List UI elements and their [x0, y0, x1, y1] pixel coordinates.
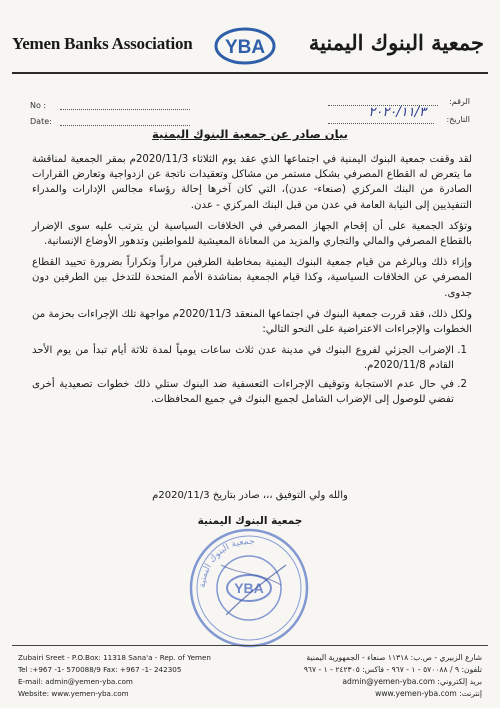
paragraph-2: وتؤكد الجمعية على أن إقحام الجهاز المصرفي في الخلافات السياسية لن يترتب عليه سوى الإضرار بالقطاع المصرفي والمالي والتجاري والمزيد من المعاناة المعيشية للمواطنين وتدهور الأوضاع الإنسانية.: [32, 220, 472, 248]
footer-rule: [12, 645, 488, 646]
org-name-ar: جمعية البنوك اليمنية: [308, 30, 484, 55]
footer-website-en[interactable]: Website: www.yemen-yba.com: [18, 689, 129, 698]
no-label: No :: [30, 101, 47, 110]
list-item: 2. في حال عدم الاستجابة وتوقيف الإجراءات التعسفية ضد البنوك ستلي ذلك خطوات تصعيدية أخرى تفضي للوصول إلى الإضراب الشامل لجميع البنوك في جميع المحافظات.: [32, 377, 454, 407]
no-label-ar: الرقم:: [449, 97, 470, 106]
logo-text: YBA: [224, 37, 266, 58]
stamp-center-text: YBA: [234, 580, 264, 596]
letter-body: [32, 152, 472, 413]
footer-email-ar[interactable]: بريد إلكتروني: admin@yemen-yba.com: [342, 677, 482, 686]
paragraph-3: وإزاء ذلك وبالرغم من قيام جمعية البنوك اليمنية بمخاطبة الطرفين مراراً وتكراراً بضرورة تحييد القطاع المصرفي عن الخلافات السياسية، وكذا قيام الجمعية بمناشدة الأمم المتحدة للتدخل بين الطرفين دون جدوى.: [32, 257, 472, 299]
footer-website-ar[interactable]: إنترنت: www.yemen-yba.com: [375, 689, 482, 698]
official-stamp: [186, 525, 312, 651]
footer-email-en[interactable]: E-mail: admin@yemen-yba.com: [18, 677, 133, 686]
signer-name: جمعية البنوك اليمنية: [197, 515, 303, 527]
yba-logo: [214, 27, 276, 65]
footer-phone-en: Tel :+967 -1- 570088/9 Fax: +967 -1- 242305: [18, 665, 182, 674]
stamp-ring-text: جمعية البنوك اليمنية: [197, 536, 256, 589]
decision-list: [32, 343, 472, 407]
footer-address-ar: شارع الزبيري - ص.ب: ١١٣١٨ صنعاء - الجمهورية اليمنية: [306, 653, 482, 662]
date-label-ar: التاريخ:: [446, 115, 470, 124]
handwritten-date: ٢٠٢٠/١١/٣: [368, 105, 426, 120]
list-item: 1. الإضراب الجزئي لفروع البنوك في مدينة عدن ثلاث ساعات يومياً لمدة ثلاثة أيام تبدأ من يوم الأحد القادم 2020/11/8م.: [32, 343, 454, 373]
footer-phone-ar: تلفون: ٩ / ٥٧٠٠٨٨ - ١ - ٩٦٧ - فاكس: ٢٤٢٣٠٥ - ١ - ٩٦٧: [303, 665, 482, 674]
document-title: بيان صادر عن جمعية البنوك اليمنية: [152, 127, 348, 141]
footer-address-en: Zubairi Sreet - P.O.Box: 11318 Sana'a - Rep. of Yemen: [18, 653, 211, 662]
closing-line: والله ولي التوفيق ،،، صادر بتاريخ 2020/11/3م: [152, 490, 348, 501]
date-label: Date:: [30, 117, 52, 126]
org-name-en: Yemen Banks Association: [12, 34, 193, 53]
no-line: [60, 101, 190, 110]
paragraph-4: ولكل ذلك، فقد قررت جمعية البنوك في اجتماعها المنعقد 2020/11/3م مواجهة تلك الإجراءات بحزمة من الخطوات والإجراءات الاعتراضية على النحو التالي:: [32, 308, 473, 336]
header-rule: [12, 72, 488, 74]
paragraph-1: لقد وقفت جمعية البنوك اليمنية في اجتماعها الذي عقد يوم الثلاثاء 2020/11/3م بمقر الجمعية لمناقشة ما يتعرض له القطاع المصرفي بشكل مستمر من مشاكل وتعقيدات ناتجة عن ازدواجية وتعارض القرارات الصادرة من البنك المركزي (صنعاء- عدن)، التي كان آخرها إحالة رؤساء مجالس الإدارات والمدراء التنفيذيين إلى النيابة العامة في عدن من قبل البنك المركزي - عدن.: [32, 154, 473, 211]
date-line: [60, 117, 190, 126]
